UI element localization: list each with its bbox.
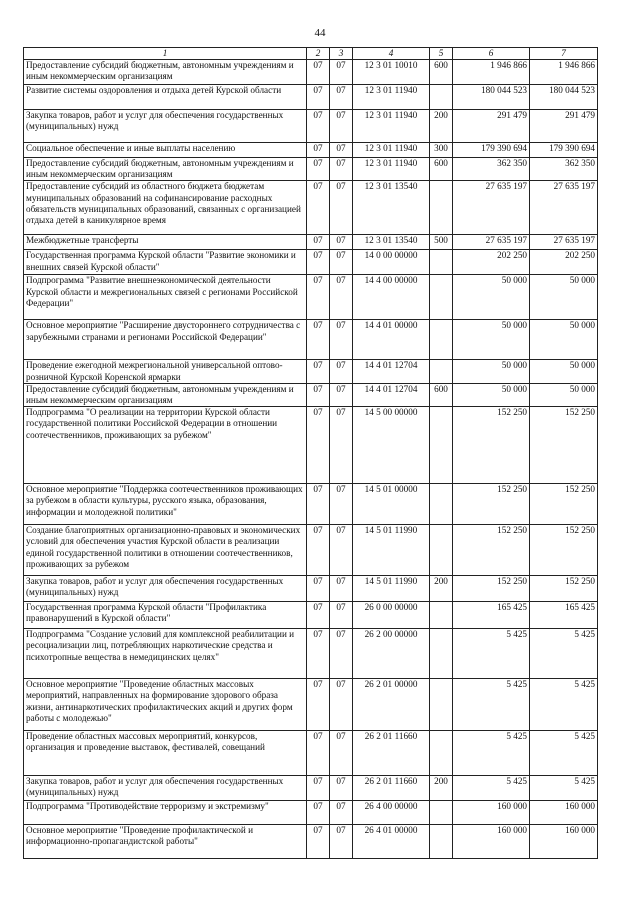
cell-amount-2: 160 000 [530, 801, 598, 825]
cell-name: Развитие системы оздоровления и отдыха детей Курской области [24, 85, 307, 110]
cell-expense-type: 200 [430, 576, 453, 602]
cell-subsection: 07 [330, 383, 353, 406]
cell-name: Основное мероприятие "Проведение профилактической и информационно-пропагандистской работы" [24, 825, 307, 859]
cell-name: Основное мероприятие "Поддержка соотечественников проживающих за рубежом в области культуры, русского языка, образования, информации и молодежной политики" [24, 484, 307, 525]
table-row [24, 85, 598, 110]
cell-amount-2: 5 425 [530, 679, 598, 731]
cell-section: 07 [307, 158, 330, 181]
table-row [24, 776, 598, 801]
cell-section: 07 [307, 801, 330, 825]
cell-amount-1: 291 479 [453, 110, 530, 143]
cell-amount-2: 50 000 [530, 383, 598, 406]
cell-section: 07 [307, 576, 330, 602]
cell-amount-1: 1 946 866 [453, 60, 530, 85]
cell-subsection: 07 [330, 110, 353, 143]
cell-target-article: 26 2 01 11660 [353, 776, 430, 801]
cell-amount-1: 152 250 [453, 407, 530, 484]
table-row [24, 235, 598, 250]
cell-amount-1: 27 635 197 [453, 235, 530, 250]
cell-amount-1: 50 000 [453, 275, 530, 320]
cell-target-article: 26 4 00 00000 [353, 801, 430, 825]
table-row [24, 158, 598, 181]
cell-amount-1: 179 390 694 [453, 143, 530, 158]
cell-name: Предоставление субсидий бюджетным, автономным учреждениям и иным некоммерческим организациям [24, 158, 307, 181]
table-row [24, 143, 598, 158]
header-col-4: 4 [353, 48, 430, 60]
cell-name: Предоставление субсидий бюджетным, автономным учреждениям и иным некоммерческим организациям [24, 383, 307, 406]
cell-amount-1: 165 425 [453, 602, 530, 629]
table-row [24, 825, 598, 859]
cell-amount-2: 50 000 [530, 275, 598, 320]
cell-expense-type [430, 181, 453, 235]
cell-amount-1: 27 635 197 [453, 181, 530, 235]
cell-section: 07 [307, 110, 330, 143]
cell-target-article: 14 4 01 00000 [353, 320, 430, 360]
cell-expense-type [430, 407, 453, 484]
cell-expense-type: 500 [430, 235, 453, 250]
cell-amount-2: 1 946 866 [530, 60, 598, 85]
cell-amount-1: 180 044 523 [453, 85, 530, 110]
cell-section: 07 [307, 360, 330, 383]
cell-target-article: 26 0 00 00000 [353, 602, 430, 629]
cell-expense-type [430, 360, 453, 383]
cell-target-article: 12 3 01 10010 [353, 60, 430, 85]
cell-section: 07 [307, 629, 330, 679]
cell-target-article: 14 5 01 11990 [353, 525, 430, 576]
table-row [24, 360, 598, 383]
table-row [24, 383, 598, 406]
cell-amount-2: 50 000 [530, 320, 598, 360]
cell-target-article: 26 2 01 11660 [353, 731, 430, 776]
cell-amount-1: 5 425 [453, 679, 530, 731]
cell-amount-1: 5 425 [453, 731, 530, 776]
cell-section: 07 [307, 383, 330, 406]
cell-expense-type: 600 [430, 383, 453, 406]
header-col-2: 2 [307, 48, 330, 60]
cell-name: Государственная программа Курской области "Развитие экономики и внешних связей Курской области" [24, 250, 307, 275]
cell-subsection: 07 [330, 801, 353, 825]
cell-expense-type [430, 629, 453, 679]
cell-section: 07 [307, 275, 330, 320]
cell-section: 07 [307, 60, 330, 85]
cell-subsection: 07 [330, 85, 353, 110]
header-col-6: 6 [453, 48, 530, 60]
cell-name: Межбюджетные трансферты [24, 235, 307, 250]
table-row [24, 801, 598, 825]
cell-name: Основное мероприятие "Проведение областных массовых мероприятий, направленных на формирование здорового образа жизни, антинаркотических профилактических акций и других форм работы с молодежью" [24, 679, 307, 731]
cell-target-article: 14 4 01 12704 [353, 383, 430, 406]
cell-amount-1: 362 350 [453, 158, 530, 181]
cell-subsection: 07 [330, 484, 353, 525]
cell-section: 07 [307, 250, 330, 275]
cell-name: Проведение областных массовых мероприятий, конкурсов, организация и проведение выставок, фестивалей, совещаний [24, 731, 307, 776]
cell-subsection: 07 [330, 60, 353, 85]
table-row [24, 110, 598, 143]
cell-section: 07 [307, 484, 330, 525]
cell-name: Подпрограмма "О реализации на территории Курской области государственной политики Российской Федерации в отношении соотечественников, проживающих за рубежом" [24, 407, 307, 484]
cell-section: 07 [307, 525, 330, 576]
cell-amount-2: 27 635 197 [530, 235, 598, 250]
cell-name: Социальное обеспечение и иные выплаты населению [24, 143, 307, 158]
cell-expense-type [430, 679, 453, 731]
cell-subsection: 07 [330, 143, 353, 158]
cell-section: 07 [307, 679, 330, 731]
cell-section: 07 [307, 731, 330, 776]
table-row [24, 484, 598, 525]
cell-amount-2: 362 350 [530, 158, 598, 181]
cell-name: Подпрограмма "Противодействие терроризму и экстремизму" [24, 801, 307, 825]
cell-amount-2: 180 044 523 [530, 85, 598, 110]
cell-target-article: 26 4 01 00000 [353, 825, 430, 859]
cell-name: Закупка товаров, работ и услуг для обеспечения государственных (муниципальных) нужд [24, 776, 307, 801]
cell-amount-2: 202 250 [530, 250, 598, 275]
cell-target-article: 14 5 01 11990 [353, 576, 430, 602]
cell-target-article: 12 3 01 11940 [353, 110, 430, 143]
cell-subsection: 07 [330, 235, 353, 250]
cell-amount-1: 202 250 [453, 250, 530, 275]
cell-subsection: 07 [330, 525, 353, 576]
cell-expense-type [430, 85, 453, 110]
cell-amount-2: 160 000 [530, 825, 598, 859]
cell-expense-type: 600 [430, 158, 453, 181]
table-row [24, 679, 598, 731]
cell-section: 07 [307, 181, 330, 235]
cell-amount-2: 5 425 [530, 776, 598, 801]
header-col-3: 3 [330, 48, 353, 60]
cell-subsection: 07 [330, 602, 353, 629]
cell-expense-type: 200 [430, 110, 453, 143]
cell-subsection: 07 [330, 629, 353, 679]
cell-subsection: 07 [330, 576, 353, 602]
table-row [24, 320, 598, 360]
table-row [24, 181, 598, 235]
cell-subsection: 07 [330, 275, 353, 320]
cell-expense-type: 600 [430, 60, 453, 85]
cell-amount-2: 291 479 [530, 110, 598, 143]
cell-name: Государственная программа Курской области "Профилактика правонарушений в Курской области" [24, 602, 307, 629]
cell-subsection: 07 [330, 158, 353, 181]
table-row [24, 629, 598, 679]
cell-target-article: 14 5 01 00000 [353, 484, 430, 525]
cell-expense-type [430, 250, 453, 275]
cell-subsection: 07 [330, 731, 353, 776]
cell-section: 07 [307, 143, 330, 158]
cell-target-article: 14 0 00 00000 [353, 250, 430, 275]
cell-amount-2: 165 425 [530, 602, 598, 629]
cell-target-article: 12 3 01 11940 [353, 158, 430, 181]
cell-target-article: 12 3 01 13540 [353, 235, 430, 250]
header-col-7: 7 [530, 48, 598, 60]
cell-section: 07 [307, 825, 330, 859]
cell-name: Предоставление субсидий бюджетным, автономным учреждениям и иным некоммерческим организациям [24, 60, 307, 85]
cell-name: Создание благоприятных организационно-правовых и экономических условий для обеспечения участия Курской области в реализации единой государственной политики в отношении соотечественников, проживающих за рубежом [24, 525, 307, 576]
cell-expense-type [430, 484, 453, 525]
cell-name: Проведение ежегодной межрегиональной универсальной оптово-розничной Курской Коренской ярмарки [24, 360, 307, 383]
budget-table [23, 47, 598, 859]
table-row [24, 250, 598, 275]
cell-amount-2: 152 250 [530, 576, 598, 602]
table-row [24, 275, 598, 320]
cell-subsection: 07 [330, 360, 353, 383]
cell-amount-1: 50 000 [453, 360, 530, 383]
cell-subsection: 07 [330, 679, 353, 731]
table-row [24, 602, 598, 629]
table-row [24, 60, 598, 85]
cell-target-article: 14 4 01 12704 [353, 360, 430, 383]
cell-section: 07 [307, 602, 330, 629]
table-row [24, 525, 598, 576]
cell-expense-type [430, 602, 453, 629]
cell-target-article: 12 3 01 13540 [353, 181, 430, 235]
cell-amount-2: 152 250 [530, 484, 598, 525]
cell-expense-type [430, 275, 453, 320]
cell-section: 07 [307, 320, 330, 360]
cell-amount-2: 50 000 [530, 360, 598, 383]
cell-amount-1: 152 250 [453, 576, 530, 602]
cell-name: Закупка товаров, работ и услуг для обеспечения государственных (муниципальных) нужд [24, 576, 307, 602]
cell-amount-2: 27 635 197 [530, 181, 598, 235]
cell-expense-type: 300 [430, 143, 453, 158]
cell-amount-1: 5 425 [453, 776, 530, 801]
cell-target-article: 12 3 01 11940 [353, 143, 430, 158]
cell-amount-1: 50 000 [453, 383, 530, 406]
cell-subsection: 07 [330, 320, 353, 360]
cell-target-article: 26 2 00 00000 [353, 629, 430, 679]
cell-name: Подпрограмма "Создание условий для комплексной реабилитации и ресоциализации лиц, потребляющих наркотические средства и психотропные вещества в немедицинских целях" [24, 629, 307, 679]
table-row [24, 731, 598, 776]
table-row [24, 407, 598, 484]
cell-amount-2: 5 425 [530, 731, 598, 776]
cell-name: Закупка товаров, работ и услуг для обеспечения государственных (муниципальных) нужд [24, 110, 307, 143]
cell-subsection: 07 [330, 825, 353, 859]
cell-target-article: 14 5 00 00000 [353, 407, 430, 484]
cell-subsection: 07 [330, 407, 353, 484]
cell-subsection: 07 [330, 250, 353, 275]
table-row [24, 576, 598, 602]
cell-expense-type [430, 525, 453, 576]
cell-section: 07 [307, 235, 330, 250]
cell-expense-type [430, 320, 453, 360]
cell-name: Основное мероприятие "Расширение двустороннего сотрудничества с зарубежными странами и регионами Российской Федерации" [24, 320, 307, 360]
cell-section: 07 [307, 776, 330, 801]
cell-subsection: 07 [330, 776, 353, 801]
cell-subsection: 07 [330, 181, 353, 235]
header-row [24, 48, 598, 60]
cell-expense-type: 200 [430, 776, 453, 801]
cell-target-article: 14 4 00 00000 [353, 275, 430, 320]
cell-target-article: 26 2 01 00000 [353, 679, 430, 731]
header-col-5: 5 [430, 48, 453, 60]
cell-amount-1: 160 000 [453, 801, 530, 825]
cell-expense-type [430, 731, 453, 776]
cell-amount-2: 152 250 [530, 525, 598, 576]
header-col-1: 1 [24, 48, 307, 60]
cell-amount-1: 160 000 [453, 825, 530, 859]
cell-amount-2: 179 390 694 [530, 143, 598, 158]
cell-target-article: 12 3 01 11940 [353, 85, 430, 110]
cell-expense-type [430, 801, 453, 825]
cell-amount-2: 5 425 [530, 629, 598, 679]
page-number: 44 [314, 27, 326, 39]
cell-amount-1: 152 250 [453, 484, 530, 525]
cell-amount-1: 50 000 [453, 320, 530, 360]
cell-name: Подпрограмма "Развитие внешнеэкономической деятельности Курской области и межрегиональных связей с регионами Российской Федерации" [24, 275, 307, 320]
cell-amount-2: 152 250 [530, 407, 598, 484]
cell-amount-1: 5 425 [453, 629, 530, 679]
cell-section: 07 [307, 407, 330, 484]
cell-section: 07 [307, 85, 330, 110]
cell-amount-1: 152 250 [453, 525, 530, 576]
cell-expense-type [430, 825, 453, 859]
cell-name: Предоставление субсидий из областного бюджета бюджетам муниципальных образований на софинансирование расходных обязательств муниципальных образований, связанных с организацией отдыха детей в каникулярное время [24, 181, 307, 235]
